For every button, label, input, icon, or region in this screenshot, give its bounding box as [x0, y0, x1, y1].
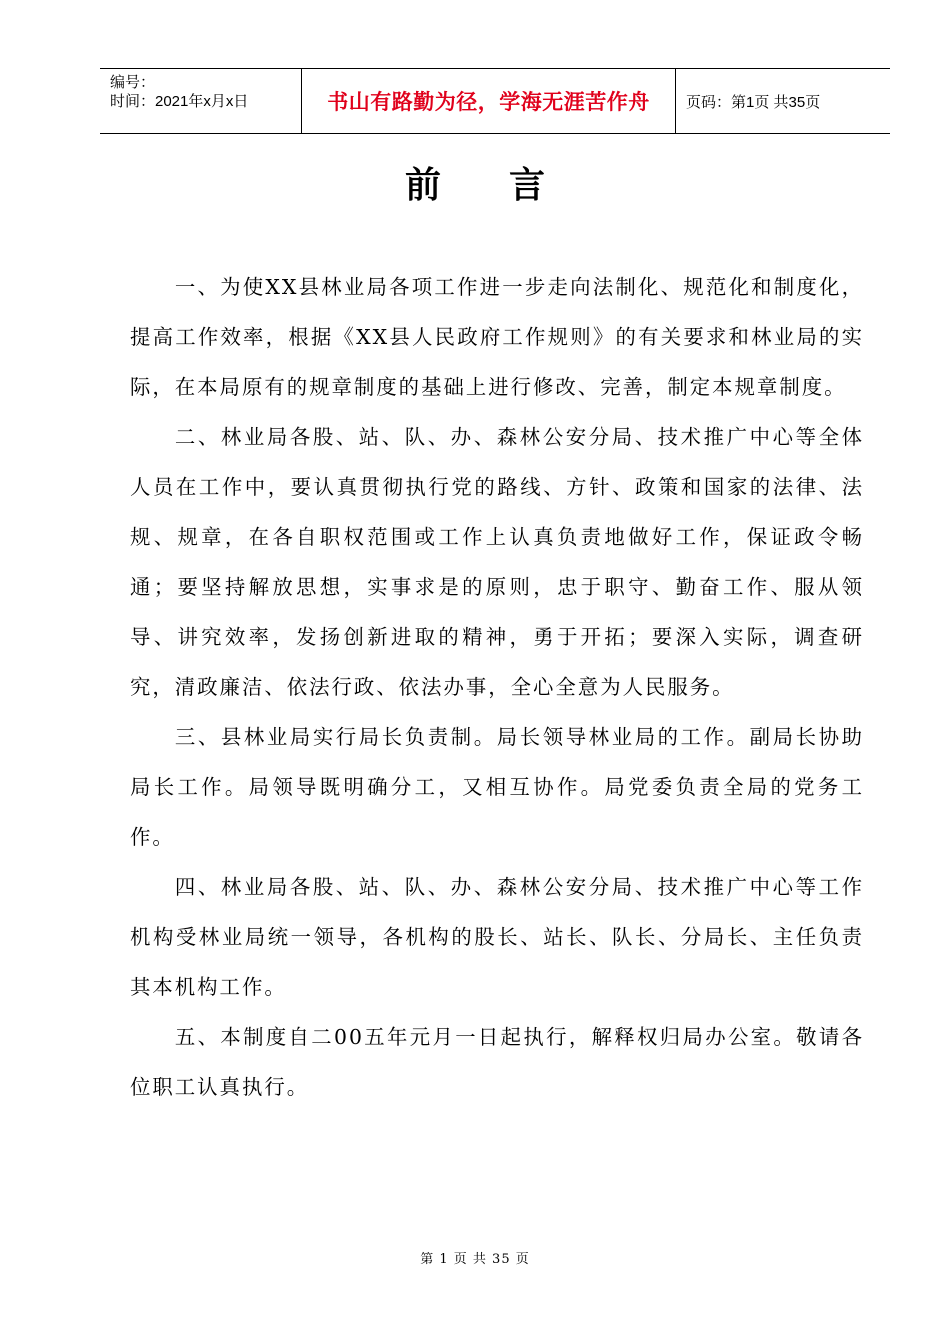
page-title: 前言 [404, 165, 613, 206]
header-motto: 书山有路勤为径，学海无涯苦作舟 [302, 69, 676, 133]
header-time-label: 时间：2021年x月x日 [110, 93, 249, 110]
paragraph-4: 四、林业局各股、站、队、办、森林公安分局、技术推广中心等工作机构受林业局统一领导，各机构的股长、站长、队长、分局长、主任负责其本机构工作。 [130, 875, 864, 999]
paragraph-1: 一、为使XX县林业局各项工作进一步走向法制化、规范化和制度化，提高工作效率，根据《XX县人民政府工作规则》的有关要求和林业局的实际，在本局原有的规章制度的基础上进行修改、完善，制定本规章制度。 [130, 275, 864, 399]
document-body [130, 262, 864, 1112]
paragraph-5: 五、本制度自二00五年元月一日起执行，解释权归局办公室。敬请各位职工认真执行。 [130, 1025, 864, 1099]
header-page-info: 页码：第1页 共35页 [686, 93, 821, 111]
page-footer: 第 1 页 共 35 页 [420, 1252, 530, 1267]
header-meta-cell [100, 69, 302, 133]
paragraph-2: 二、林业局各股、站、队、办、森林公安分局、技术推广中心等全体人员在工作中，要认真贯彻执行党的路线、方针、政策和国家的法律、法规、规章，在各自职权范围或工作上认真负责地做好工作，保证政令畅通；要坚持解放思想，实事求是的原则，忠于职守、勤奋工作、服从领导、讲究效率，发扬创新进取的精神，勇于开拓；要深入实际，调查研究，清政廉洁、依法行政、依法办事，全心全意为人民服务。 [130, 425, 864, 699]
document-header [100, 68, 890, 134]
header-number-label: 编号： [110, 74, 156, 91]
paragraph-3: 三、县林业局实行局长负责制。局长领导林业局的工作。副局长协助局长工作。局领导既明确分工，又相互协作。局党委负责全局的党务工作。 [130, 725, 864, 849]
